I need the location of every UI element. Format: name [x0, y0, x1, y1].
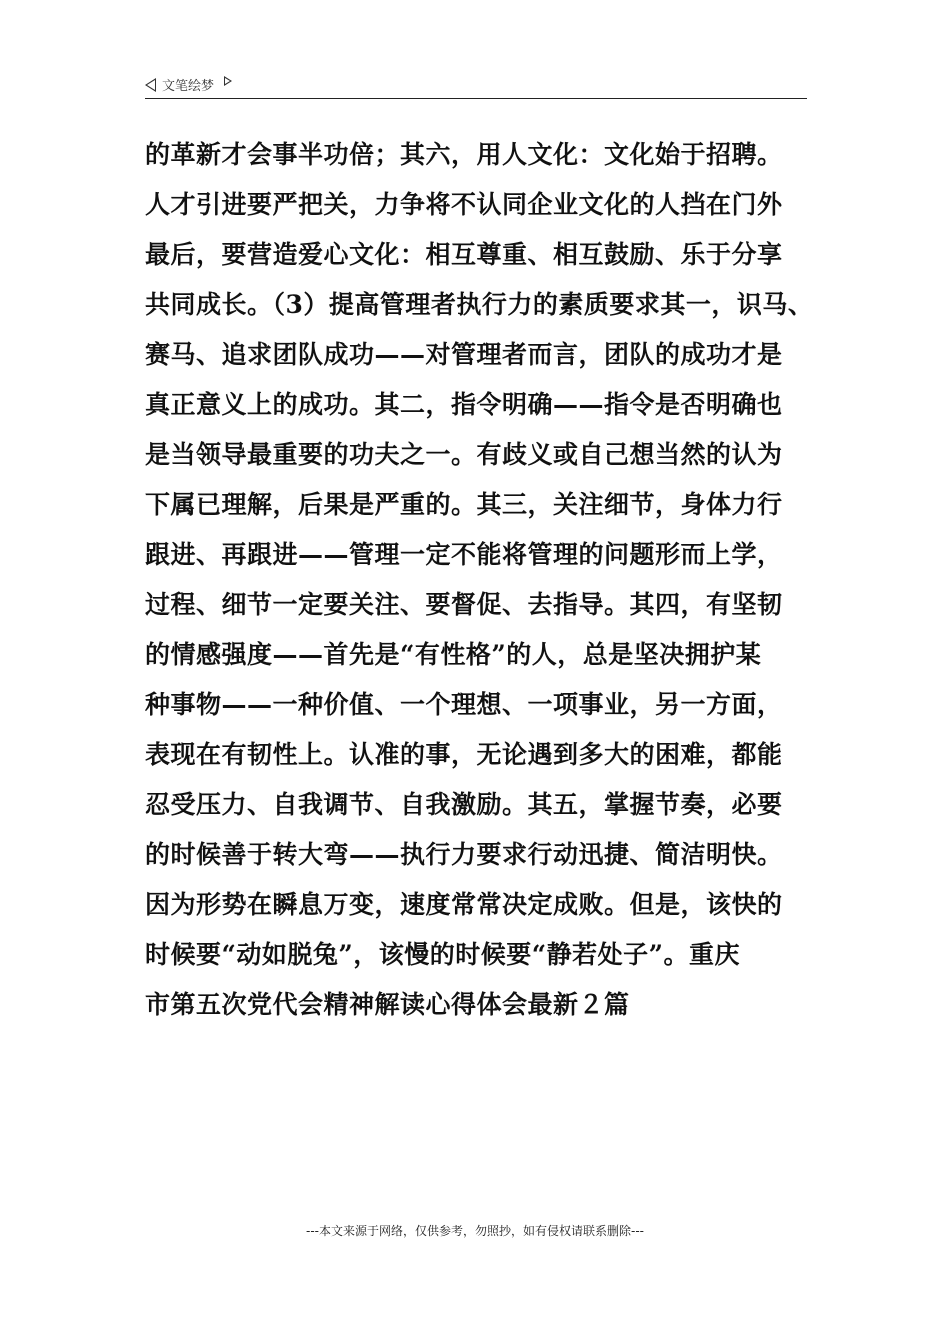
text-line: 最后，要营造爱心文化：相互尊重、相互鼓励、乐于分享 [145, 240, 783, 269]
triangle-right-icon [224, 76, 232, 86]
text-line: 忍受压力、自我调节、自我激励。其五，掌握节奏，必要 [145, 790, 783, 819]
text-line: 的时候善于转大弯——执行力要求行动迅捷、简洁明快。 [145, 840, 783, 869]
text-line: 时候要“动如脱兔”，该慢的时候要“静若处子”。重庆 [145, 940, 741, 969]
page-header [145, 72, 807, 99]
text-line: 种事物——一种价值、一个理想、一项事业，另一方面， [145, 690, 783, 719]
triangle-left-icon [145, 78, 156, 92]
text-line: 下属已理解，后果是严重的。其三，关注细节，身体力行 [145, 490, 783, 519]
text-line: 表现在有韧性上。认准的事，无论遇到多大的困难，都能 [145, 740, 783, 769]
text-line: 的情感强度——首先是“有性格”的人，总是坚决拥护某 [145, 640, 762, 669]
header-title: 文笔绘梦 [162, 79, 215, 94]
text-line: 共同成长。（3）提高管理者执行力的素质要求其一，识马、 [145, 290, 814, 319]
text-line: 市第五次党代会精神解读心得体会最新２篇 [145, 990, 630, 1019]
text-line: 赛马、追求团队成功——对管理者而言，团队的成功才是 [145, 340, 783, 369]
text-line: 过程、细节一定要关注、要督促、去指导。其四，有坚韧 [145, 590, 783, 619]
header-bar [145, 75, 232, 94]
text-line: 跟进、再跟进——管理一定不能将管理的问题形而上学， [145, 540, 783, 569]
text-line: 人才引进要严把关，力争将不认同企业文化的人挡在门外 [145, 190, 783, 219]
text-line: 的革新才会事半功倍；其六，用人文化：文化始于招聘。 [145, 140, 783, 169]
text-line: 真正意义上的成功。其二，指令明确——指令是否明确也 [145, 390, 783, 419]
text-line: 是当领导最重要的功夫之一。有歧义或自己想当然的认为 [145, 440, 783, 469]
document-body [145, 130, 835, 1030]
text-line: 因为形势在瞬息万变，速度常常决定成败。但是，该快的 [145, 890, 783, 919]
page-footer: ---本文来源于网络，仅供参考，勿照抄，如有侵权请联系删除--- [306, 1224, 644, 1238]
